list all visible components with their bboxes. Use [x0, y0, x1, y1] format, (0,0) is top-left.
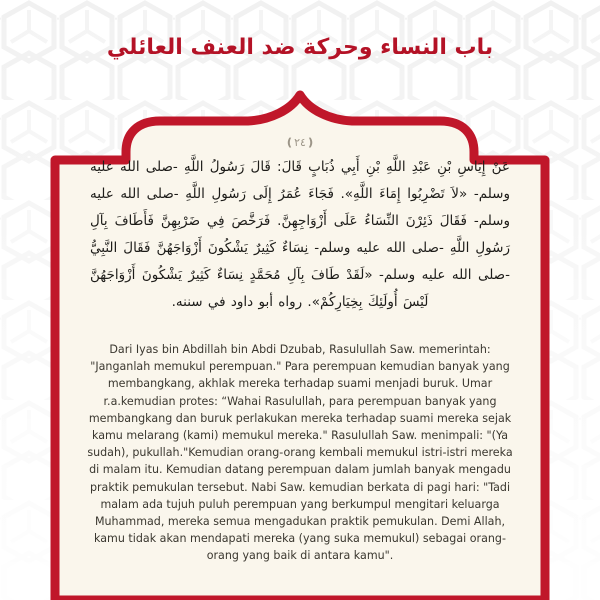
hadith-content: [63, 128, 537, 600]
indonesian-translation: [63, 333, 537, 564]
title-area: [0, 0, 600, 96]
page-title: باب النساء وحركة ضد العنف العائلي: [106, 34, 494, 60]
arabic-hadith-text: عَنْ إِيَاسِ بْنِ عَبْدِ اللَّهِ بْنِ أَبِي ذُبَابٍ قَالَ: قَالَ رَسُولُ اللَّهِ -صلى الله عليه وسلم- «لاَ تَضْرِبُوا إِمَاءَ اللَّهِ». فَجَاءَ عُمَرُ إِلَى رَسُولِ اللَّهِ -صلى الله عليه وسلم- فَقَالَ ذَئِرْنَ النِّسَاءُ عَلَى أَزْوَاجِهِنَّ. فَرَخَّصَ فِي ضَرْبِهِنَّ فَأَطَافَ بِآلِ رَسُولِ اللَّهِ -صلى الله عليه وسلم- نِسَاءٌ كَثِيرٌ يَشْكُونَ أَزْوَاجَهُنَّ فَقَالَ النَّبِيُّ -صلى الله عليه وسلم- «لَقَدْ طَافَ بِآلِ مُحَمَّدٍ نِسَاءٌ كَثِيرٌ يَشْكُونَ أَزْوَاجَهُنَّ لَيْسَ أُولَئِكَ بِخِيَارِكُمْ». رواه أبو داود في سننه.: [90, 159, 510, 310]
hadith-number-ornament: ❪٢٤❫: [284, 136, 316, 149]
translation-paragraph: Dari Iyas bin Abdillah bin Abdi Dzubab, Rasulullah Saw. memerintah: "Janganlah memukul perempuan." Para perempuan kemudian banyak yang membangkang, akhlak mereka terhadap suami menjadi buruk. Umar r.a.kemudian protes: “Wahai Rasulullah, para perempuan banyak yang membangkang dan buruk perlakukan mereka terhadap suami mereka sejak kamu melarang (kami) memukul mereka." Rasulullah Saw. menimpali: "(Ya sudah), pukullah."Kemudian orang-orang kembali memukul istri-istri mereka di malam itu. Kemudian datang perempuan dalam jumlah banyak mengadu praktik pemukulan tersebut. Nabi Saw. kemudian berkata di pagi hari: "Tadi malam ada tujuh puluh perempuan yang berkumpul mengitari keluarga Muhammad, mereka semua mengadukan praktik pemukulan. Demi Allah, kamu tidak akan mendapati mereka (yang suka memukul) sebagai orang-orang yang baik di antara kamu".: [87, 343, 513, 563]
section-divider: [63, 326, 537, 333]
